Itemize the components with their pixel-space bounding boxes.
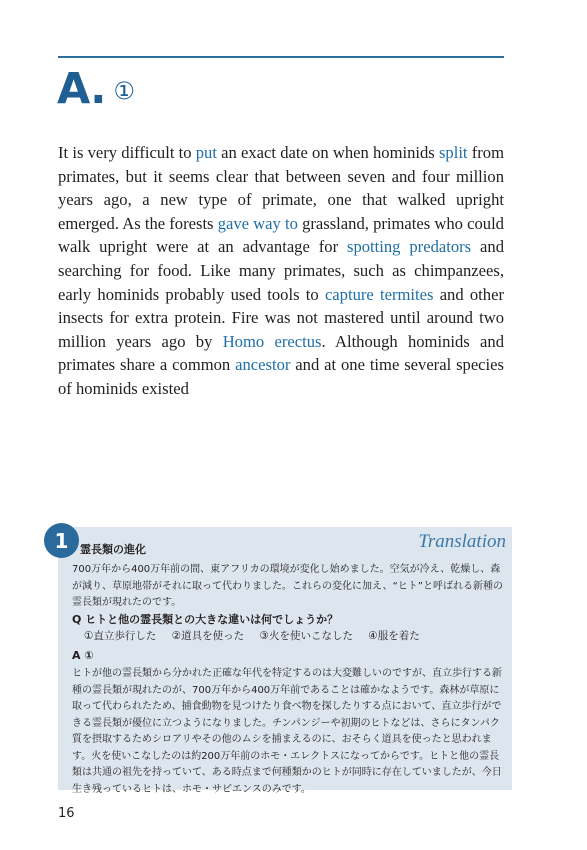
translation-summary: 700万年から400万年前の間、東アフリカの環境が変化し始めました。空気が冷え、乾燥し、森が減り、草原地帯がそれに取って代わりました。これらの変化に加え、“ヒト”と呼ばれる新種の霊長類が現れたのです。 (72, 564, 503, 608)
question-text: Q ヒトと他の霊長類との大きな違いは何でしょうか？ (72, 613, 339, 626)
choice-item: ①直立歩行した (84, 630, 157, 642)
translation-title: 霊長類の進化 (80, 543, 146, 556)
passage-text: and searching for food. Like many primates, such as chimpanzees, early hominids probably used tools to (58, 237, 504, 304)
choice-item: ④服を着た (368, 630, 420, 642)
passage-text: grassland, primates who could walk upright were at an advantage for (58, 213, 504, 257)
heading-circled-number: ① (113, 77, 135, 105)
vocab-word: ancestor (235, 355, 291, 375)
translation-panel (58, 527, 512, 795)
translation-label: Translation (418, 531, 506, 552)
answer-choices (84, 628, 432, 645)
english-passage (58, 141, 504, 401)
vocab-word: gave way to (217, 213, 298, 233)
heading-letter: A. (57, 64, 106, 114)
passage-text: It is very difficult to (58, 143, 196, 162)
translation-body: ヒトが他の霊長類から分かれた正確な年代を特定するのは大変難しいのですが、直立歩行する新種の霊長類が現れたのが、700万年から400万年前であることは確かなようです。森林が草原に取って代わられたため、捕食動物を見つけたり食べ物を探したりする点において、直立歩行ができる霊長類が優位に立つようになりました。チンパンジーや初期のヒトなどは、さらにタンパク質を摂取するためシロアリやその他のムシを捕まえるのに、おそらく道具を使ったと思われます。火を使いこなしたのは約200万年前のホモ・エレクトスになってからです。ヒトと他の霊長類は共通の祖先を持っていて、ある時点まで何種類かのヒトが同時に存在していましたが、今日生き残っているヒトは、ホモ・サピエンスのみです。 (72, 668, 502, 795)
page-heading (57, 64, 135, 114)
vocab-word: split (438, 143, 468, 162)
choice-item: ③火を使いこなした (259, 630, 353, 642)
top-rule (58, 56, 504, 58)
page-number: 16 (58, 806, 75, 821)
passage-text: from primates, but it seems clear that between seven and four million years ago, a new type of primate, one that walked upright emerged. As the forests (58, 143, 504, 233)
vocab-word: Homo erectus (222, 331, 322, 351)
choice-item: ②道具を使った (171, 630, 245, 642)
section-number-badge: 1 (44, 523, 79, 558)
answer-label: A ① (72, 649, 94, 662)
passage-text: an exact date on when hominids (216, 143, 439, 162)
passage-text: and other insects for extra protein. Fire was not mastered until around two million years ago by (58, 284, 504, 351)
vocab-word: put (195, 143, 217, 162)
vocab-word: spotting predators (347, 237, 472, 257)
passage-text: . Although hominids and primates share a common (58, 331, 504, 375)
passage-text: and at one time several species of hominids existed (58, 355, 504, 398)
vocab-word: capture termites (324, 284, 434, 304)
